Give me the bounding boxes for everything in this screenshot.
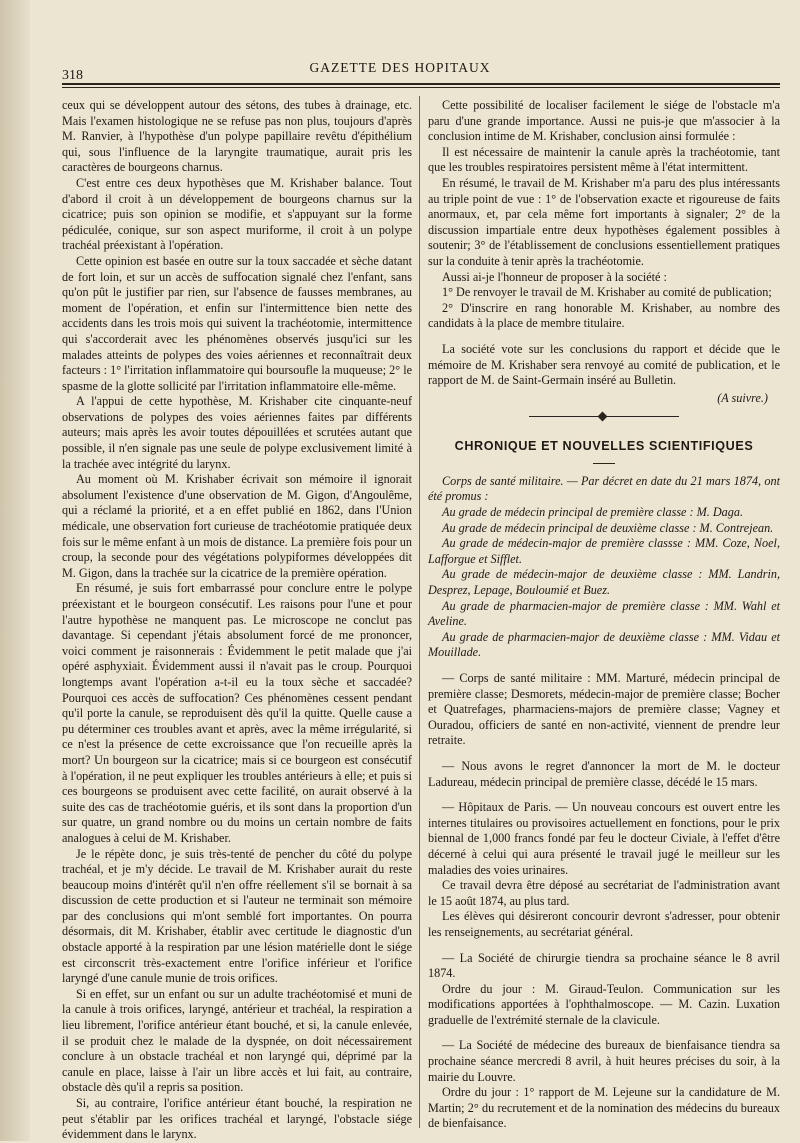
chronicle-item: Ce travail devra être déposé au secrétariat de l'administration avant le 15 août 1874, au plus tard. (428, 878, 780, 908)
paragraph: A l'appui de cette hypothèse, M. Krishaber cite cinquante-neuf observations de polypes des voies aériennes faites par différents auteurs; mais après les avoir toutes dépouillées et scrutées autant que possible, il n'en signale pas une seule de polype exclusivement limité à la trachée avec intégrité du larynx. (62, 394, 412, 471)
chronicle-item: Corps de santé militaire. — Par décret en date du 21 mars 1874, ont été promus : (428, 473, 780, 504)
page-number: 318 (62, 68, 83, 83)
heading-rule (593, 463, 615, 464)
section-ornament (529, 416, 679, 423)
paragraph: 1° De renvoyer le travail de M. Krishaber au comité de publication; (442, 285, 772, 300)
paragraph: 2° D'inscrire en rang honorable M. Krishaber, au nombre des candidats à la place de membre titulaire. (428, 300, 780, 331)
page-binding-edge (0, 0, 30, 1141)
paragraph: En résumé, je suis fort embarrassé pour conclure entre le polype préexistant et le bourgeon consécutif. Les raisons pour l'une et pour l'autre hypothèse ne manquent pas. Le microscope ne conclut pas davantage. Si cependant j'étais absolument forcé de me prononcer, voici comment je raisonnerais : Évidemment le petit malade que j'ai opéré asphyxiait. Évidemment aussi il n'avait pas le croup. Pourquoi longtemps avant l'opération a-t-il eu la toux sèche et saccadée? Pourquoi ces accès de suffocation? Ces phénomènes cessent pendant qu'il porte la canule, se reproduisent dès qu'il la quitte. Quelle cause a pu déterminer ces troubles avant et après, avec la même irrégularité, si ce n'est la présence de cette excroissance que l'on recueille après la mort? Un bourgeon sur la cicatrice; mais si ce bourgeon est consécutif à l'opération, il ne peut expliquer les troubles antérieurs à elle; et puis si ces bourgeons se produisent avec cette facilité, on aurait observé à la suite des cas de trachéotomie guéris, et ils sont dans la proportion d'un sur quatre, un grand nombre ou du moins un certain nombre de faits analogues à celui de M. Krishaber. (62, 581, 412, 845)
left-column (62, 98, 412, 1142)
section-heading: CHRONIQUE ET NOUVELLES SCIENTIFIQUES (454, 439, 754, 454)
paragraph: Au moment où M. Krishaber écrivait son mémoire il ignorait absolument l'existence d'une observation de M. Gigon, d'Angoulême, qui a réclamé la priorité, et a en effet publié en 1862, dans l'Union médicale, une observation fort curieuse de trachéotomie pratiquée deux fois sur le même enfant à un mois de distance. La première fois pour un croup, la seconde pour des végétations polypiformes développées dit M. Gigon, dans la trachée sur la cicatrice de la première opération. (62, 472, 412, 580)
header-rule (62, 83, 780, 85)
paragraph: Si en effet, sur un enfant ou sur un adulte trachéotomisé et muni de la canule à trois orifices, laryngé, antérieur et trachéal, la respiration a lieu librement, l'orifice antérieur étant bouché, et si, la canule enlevée, il se produit chez le malade de la dyspnée, on doit nécessairement conclure à un obstacle trachéal et non laryngé qui, déprimé par la canule en place, laisse à l'air un libre accès et lui fait, au contraire, obstacle dès qu'il a repris sa position. (62, 986, 412, 1095)
paragraph: Aussi ai-je l'honneur de proposer à la société : (442, 269, 667, 284)
paragraph: En résumé, le travail de M. Krishaber m'a paru des plus intéressants au triple point de vue : 1° de l'observation exacte et rigoureuse de faits anormaux, et, par cela même fort importants à signaler; 2° de la discussion impartiale entre deux hypothèses également possibles à soutenir; 3° de l'établissement de conclusions essentiellement pratiques sur la conduite à tenir après la trachéotomie. (428, 175, 780, 268)
chronicle-item: — La Société de médecine des bureaux de bienfaisance tiendra sa prochaine séance mercredi 8 avril, à huit heures précises du soir, à la mairie du Louvre. (428, 1038, 780, 1084)
column-divider (419, 96, 420, 1128)
vote-paragraph: La société vote sur les conclusions du rapport et décide que le mémoire de M. Krishaber sera renvoyé au comité de publication, et le rapport de M. de Saint-Germain inséré au Bulletin. (428, 341, 780, 388)
header-rule-thin (62, 87, 780, 88)
to-be-continued: (A suivre.) (717, 390, 768, 405)
chronicle-item: — Corps de santé militaire : MM. Marturé, médecin principal de première classe; Desmorets, médecin-major de première classe; Bocher et Quatrefages, pharmaciens-majors de première classe; Vagney et Ouradou, officiers de santé en non-activité, viennent de prendre leur retraite. (428, 671, 780, 748)
paragraph: Si, au contraire, l'orifice antérieur étant bouché, la respiration ne peut s'établir par les orifices trachéal et laryngé, l'obstacle siége évidemment dans le larynx. (62, 1096, 412, 1142)
chronicle-item: Au grade de médecin-major de deuxième classe : MM. Landrin, Desprez, Lepage, Bouloumié et Buez. (428, 567, 780, 598)
chronicle-item: Ordre du jour : 1° rapport de M. Lejeune sur la candidature de M. Martin; 2° du recrutement et de la nomination des médecins du bureaux de bienfaisance. (428, 1085, 780, 1131)
chronicle-item: Au grade de médecin principal de deuxième classe : M. Contrejean. (442, 520, 774, 535)
chronicle-item: Au grade de médecin principal de première classe : M. Daga. (442, 505, 743, 520)
chronicle-item: Ordre du jour : M. Giraud-Teulon. Communication sur les modifications apportées à l'ophthalmoscope. — M. Cazin. Luxation graduelle de l'extrémité sternale de la clavicule. (428, 981, 780, 1027)
paragraph: Il est nécessaire de maintenir la canule après la trachéotomie, tant que les troubles respiratoires persistent même à l'état intermittent. (428, 144, 780, 175)
paragraph: Cette opinion est basée en outre sur la toux saccadée et sèche datant de fort loin, et sur un accès de suffocation signalé chez l'enfant, sans qu'on pût le justifier par rien, sur l'absence de fausses membranes, au moment de l'opération, et enfin sur l'intermittence bien nette des accidents dans les trois mois qui suivent la trachéotomie, intermittence qui s'accorderait avec les phénomènes observés jusqu'ici sur les malades atteints de polypes des voies aériennes et reconnaîtrait deux facteurs : 1° l'irritation inflammatoire qui boursoufle la muqueuse; 2° le spasme de la glotte sollicité par l'irritation inflammatoire elle-même. (62, 253, 412, 393)
chronicle-item: Au grade de pharmacien-major de première classe : MM. Wahl et Aveline. (428, 598, 780, 629)
paragraph: C'est entre ces deux hypothèses que M. Krishaber balance. Tout d'abord il croit à un développement de bourgeons charnus sur la cicatrice; puis son opinion se modifie, et s'appuyant sur la forme pédiculée, conique, sur son aspect muriforme, il croit à un polype trachéal préexistant à l'opération. (62, 175, 412, 253)
chronicle-item: — Hôpitaux de Paris. — Un nouveau concours est ouvert entre les internes titulaires ou provisoires actuellement en fonctions, pour le prix biennal de 1,000 francs fondé par feu le docteur Civiale, à l'effet d'être décerné à celui qui aura présenté le travail jugé le meilleur sur les maladies des voies urinaires. (428, 800, 780, 877)
right-column (428, 98, 780, 1131)
chronicle-item: Au grade de médecin-major de première classse : MM. Coze, Noel, Lafforgue et Sifflet. (428, 536, 780, 566)
chronicle-item: — Nous avons le regret d'annoncer la mort de M. le docteur Ladureau, médecin principal de première classe, décédé le 15 mars. (428, 758, 780, 789)
paragraph: Cette possibilité de localiser facilement le siége de l'obstacle m'a paru d'une grande importance. Aussi ne puis-je que m'associer à la conclusion intime de M. Krishaber, conclusion ainsi formulée : (428, 98, 780, 144)
running-title: GAZETTE DES HOPITAUX (309, 60, 491, 75)
paragraph: ceux qui se développent autour des sétons, des tubes à drainage, etc. Mais l'examen histologique ne se refuse pas non plus, toujours d'après M. Ranvier, à l'hypothèse d'un polype papillaire revêtu d'épithélium qui, sous l'influence de la laryngite traumatique, aurait pris les caractères de bourgeons charnus. (62, 98, 412, 175)
chronicle-item: Les élèves qui désireront concourir devront s'adresser, pour obtenir les renseignements, au secrétariat général. (428, 909, 780, 939)
chronicle-item: Au grade de pharmacien-major de deuxième classe : MM. Vidau et Mouillade. (428, 629, 780, 660)
paragraph: Je le répète donc, je suis très-tenté de pencher du côté du polype trachéal, et je m'y décide. Le travail de M. Krishaber aurait du reste beaucoup moins d'intérêt qu'il n'en offre réellement s'il se bornait à sa discussion de cette production et si l'auteur ne terminait son mémoire par des conclusions qui m'ont semblé fort importantes. On pourra désormais, dit M. Krishaber, établir avec certitude le diagnostic d'un obstacle apporté à la respiration par une lésion matérielle dont le siége est circonscrit très-exactement entre l'orifice inférieur et l'orifice laryngé d'une canule munie de trois orifices. (62, 846, 412, 986)
chronicle-item: — La Société de chirurgie tiendra sa prochaine séance le 8 avril 1874. (428, 950, 780, 981)
